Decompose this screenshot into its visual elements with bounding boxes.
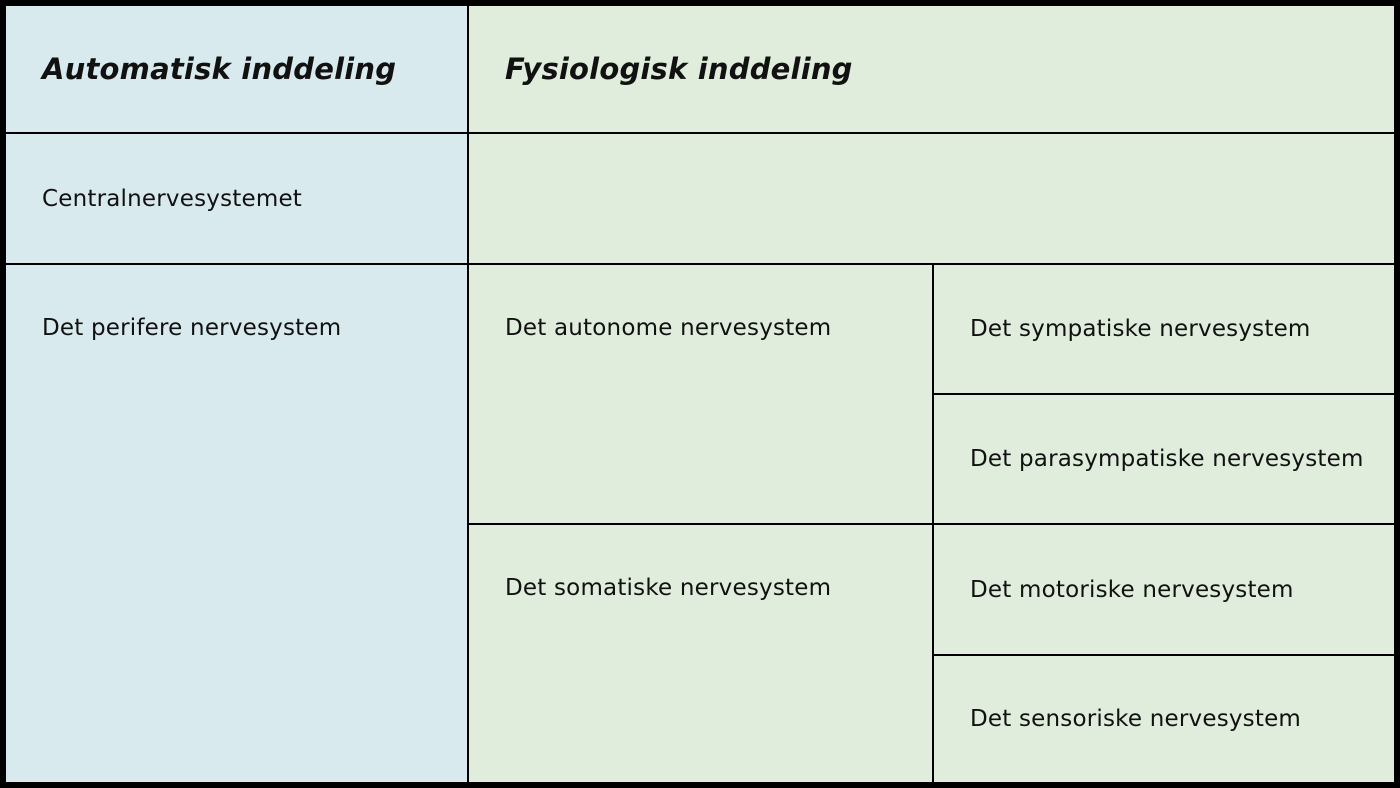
cell-parasympathetic-label: Det parasympatiske nervesystem	[970, 446, 1364, 472]
cell-sympathetic-label: Det sympatiske nervesystem	[970, 316, 1311, 342]
cell-peripheral	[6, 265, 467, 782]
cell-sensory-label: Det sensoriske nervesystem	[970, 706, 1302, 732]
cell-sympathetic	[934, 265, 1394, 393]
cell-central-label: Centralnervesystemet	[42, 185, 303, 212]
cell-autonomic-label: Det autonome nervesystem	[505, 315, 832, 341]
cell-parasympathetic	[934, 395, 1394, 523]
header-physiological	[469, 6, 1394, 132]
header-physiological-label: Fysiologisk inddeling	[505, 52, 853, 86]
cell-peripheral-label: Det perifere nervesystem	[42, 315, 342, 341]
cell-sensory	[934, 656, 1394, 782]
cell-motor-label: Det motoriske nervesystem	[970, 576, 1294, 603]
cell-somatic	[469, 525, 932, 782]
cell-central	[6, 134, 467, 263]
cell-motor	[934, 525, 1394, 654]
cell-somatic-label: Det somatiske nervesystem	[505, 575, 832, 601]
cell-central-empty	[469, 134, 1394, 263]
header-anatomical-label: Automatisk inddeling	[42, 52, 397, 86]
header-anatomical	[6, 6, 467, 132]
cell-autonomic	[469, 265, 932, 523]
